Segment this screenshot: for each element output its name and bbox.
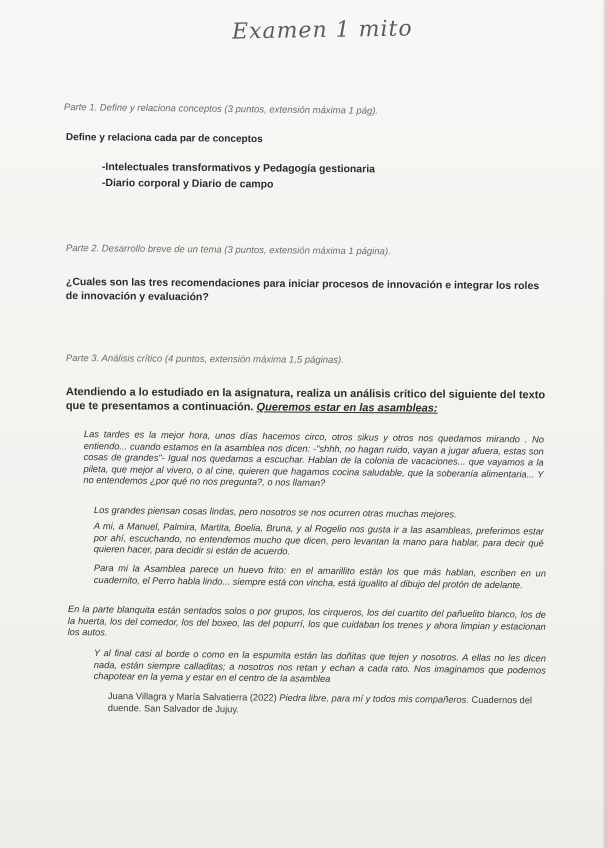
- citation-publisher: Cuadernos del duende. San Salvador de Jujuy.: [107, 694, 533, 715]
- text-paragraph: Para mi la Asamblea parece un huevo frito: en el amarillito están los que más hablan, escriben en un cuadernito, el Perro habla lindo... siempre está con vincha, está igualito al dibujo del protón de adelante.: [93, 563, 546, 590]
- text-paragraph: En la parte blanquita están sentados solos o por grupos, los cirqueros, los del cuartito del pañuelito blanco, los de la huerta, los del comedor, los del boxeo, las del popurrí, los que cuidaban los trenes y ahora limpian y estacionan los autos.: [67, 604, 546, 638]
- text-paragraph: A mi, a Manuel, Palmira, Martita, Boelia, Bruna, y al Rogelio nos gusta ir a las asambleas, preferimos estar por ahí, escuchando, no entendemos mucho que dicen, pero levantan la mano para hablar, para decir qué quieren hacer, para decidir si están de acuerdo.: [93, 521, 544, 557]
- citation-authors: Juana Villagra y María Salvatierra (2022): [107, 690, 280, 703]
- parte1-item-2: -Diario corporal y Diario de campo: [101, 177, 274, 191]
- parte2-question: ¿Cuales son las tres recomendaciones para iniciar procesos de innovación e integrar los roles de innovación y evaluación?: [65, 275, 540, 304]
- text-paragraph: Las tardes es la mejor hora, unos días hacemos circo, otros sikus y otros nos quedamos mirando . No entiendo... cuando estamos en la asamblea nos dicen: -"shhh, no hagan ruido, vayan a jugar afuera, estas son cosas de grandes"- Igual nos quedamos a escuchar. Hablan de la colonia de vacaciones... que vayamos a la pileta, que mejor al vivero, o al cine, quieren que hagamos cocina saludable, que la soberanía alimentaria... Y no entendemos ¿por qué no nos pregunta?, o nos llaman?: [83, 429, 544, 488]
- parte1-question: Define y relaciona cada par de conceptos: [65, 131, 263, 146]
- scan-edge-shadow: [602, 0, 607, 848]
- parte1-heading: Parte 1. Define y relaciona conceptos (3 puntos, extensión máxima 1 pág).: [63, 101, 379, 117]
- handwritten-title: Examen 1 mito: [231, 16, 413, 45]
- text-paragraph: Los grandes piensan cosas lindas, pero nosotros se nos ocurren otras muchas mejores.: [93, 505, 457, 520]
- parte3-question: [66, 385, 546, 416]
- parte3-question-title: Queremos estar en las asambleas:: [256, 401, 438, 415]
- text-paragraph: Y al final casi al borde o como en la espumita están las doñitas que tejen y nosotros. A ellas no les dicen nada, están siempre calladitas; a nosotros nos retan y echan a cada rato. Nos imaginamos que podemos chapotear en la yema y estar en el centro de la asamblea: [93, 648, 546, 684]
- parte2-heading: Parte 2. Desarrollo breve de un tema (3 puntos, extensión máxima 1 página).: [65, 242, 391, 258]
- citation-title: Piedra libre, para mí y todos mis compañeros.: [279, 692, 470, 705]
- parte3-question-text: Atendiendo a lo estudiado en la asignatura, realiza un análisis crítico del siguiente del texto que te presentamos a continuación.: [65, 385, 546, 414]
- parte3-heading: Parte 3. Análisis crítico (4 puntos, extensión máxima 1,5 páginas).: [65, 352, 344, 366]
- parte1-item-1: -Intelectuales transformativos y Pedagogía gestionaria: [101, 161, 376, 176]
- citation: [108, 690, 548, 719]
